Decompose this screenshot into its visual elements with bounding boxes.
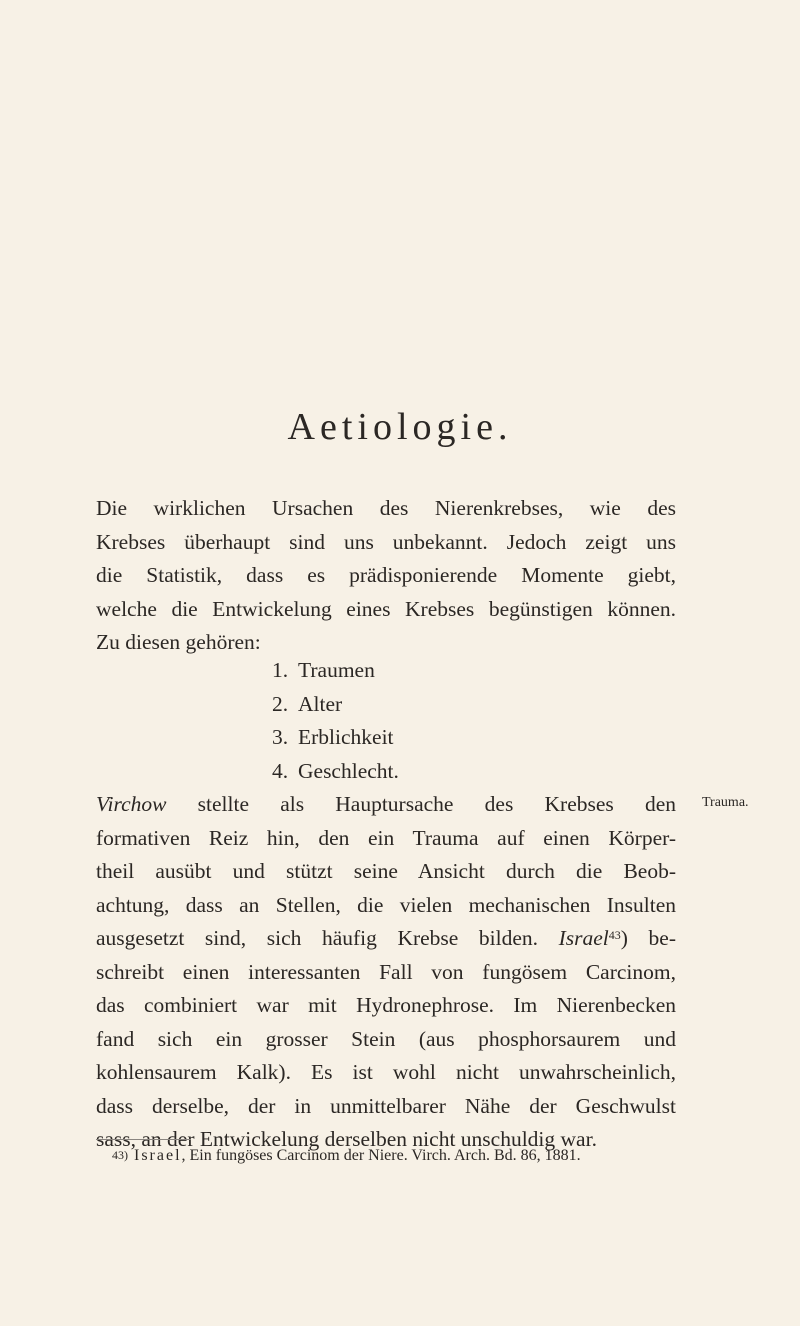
list-number: 2. bbox=[272, 691, 289, 716]
list-number: 3. bbox=[272, 725, 289, 749]
text-line: schreibt einen interessanten Fall von fungösem Carcinom, bbox=[96, 959, 676, 984]
factor-list bbox=[272, 654, 399, 788]
text-line: die Statistik, dass es prädisponierende Momente giebt, bbox=[96, 563, 676, 587]
intro-paragraph bbox=[96, 492, 676, 660]
footnote-divider bbox=[96, 1139, 191, 1140]
text-line: dass derselbe, der in unmittelbarer Nähe der Geschwulst bbox=[96, 1093, 676, 1118]
text-line: kohlensaurem Kalk). Es ist wohl nicht unwahrscheinlich, bbox=[96, 1060, 676, 1084]
footnote-reference: 43 bbox=[608, 928, 621, 942]
list-text: Alter bbox=[298, 691, 343, 716]
list-number: 1. bbox=[272, 658, 289, 682]
main-paragraph bbox=[96, 788, 676, 1157]
footnote-author: Israel bbox=[134, 1147, 182, 1164]
footnote-number: 43) bbox=[112, 1148, 128, 1162]
list-number: 4. bbox=[272, 758, 289, 783]
text-line: fand sich ein grosser Stein (aus phosphorsaurem und bbox=[96, 1026, 676, 1051]
text-line: Zu diesen gehören: bbox=[96, 630, 261, 654]
footnote-text: , Ein fungöses Carcinom der Niere. Virch. Arch. Bd. 86, 1881. bbox=[181, 1147, 581, 1164]
text-line: Krebses überhaupt sind uns unbekannt. Jedoch zeigt uns bbox=[96, 529, 676, 554]
chapter-heading: Aetiologie. bbox=[287, 406, 513, 448]
list-item bbox=[272, 755, 399, 789]
text-line: theil ausübt und stützt seine Ansicht durch die Beob- bbox=[96, 859, 676, 883]
list-item bbox=[272, 654, 399, 688]
list-text: Geschlecht. bbox=[298, 758, 399, 783]
author-name: Virchow bbox=[96, 792, 167, 816]
footnote bbox=[112, 1147, 581, 1165]
text-line: achtung, dass an Stellen, die vielen mechanischen Insulten bbox=[96, 892, 676, 917]
text-line bbox=[96, 788, 676, 822]
text-line bbox=[96, 922, 676, 956]
margin-note: Trauma. bbox=[702, 795, 749, 810]
text-line: welche die Entwickelung eines Krebses begünstigen können. bbox=[96, 596, 676, 621]
text-line: Die wirklichen Ursachen des Nierenkrebses, wie des bbox=[96, 496, 676, 520]
author-name: Israel bbox=[558, 926, 609, 950]
text-line: sass, an der Entwickelung derselben nicht unschuldig war. bbox=[96, 1127, 597, 1151]
list-item bbox=[272, 721, 399, 755]
text-segment: ausgesetzt sind, sich häufig Krebse bilden. bbox=[96, 926, 559, 950]
text-segment: stellte als Hauptursache des Krebses den bbox=[166, 792, 676, 816]
list-text: Traumen bbox=[298, 658, 375, 682]
text-segment: ) be- bbox=[620, 926, 676, 950]
list-item bbox=[272, 688, 399, 722]
text-line: das combiniert war mit Hydronephrose. Im Nierenbecken bbox=[96, 993, 676, 1017]
text-line: formativen Reiz hin, den ein Trauma auf einen Körper- bbox=[96, 825, 676, 850]
list-text: Erblichkeit bbox=[298, 725, 394, 749]
